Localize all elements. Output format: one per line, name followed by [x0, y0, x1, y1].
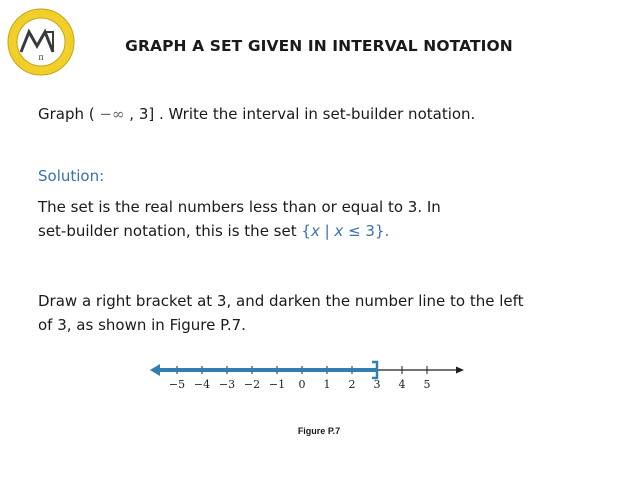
right-arrowhead [456, 367, 464, 374]
tick-label: −2 [243, 378, 261, 391]
set-var-2: x [334, 222, 344, 240]
page-title: GRAPH A SET GIVEN IN INTERVAL NOTATION [125, 37, 513, 55]
paragraph-2-line-2: of 3, as shown in Figure P.7. [38, 316, 246, 334]
shaded-arrow [150, 364, 160, 376]
solution-label: Solution: [38, 167, 105, 185]
paragraph-2-line-1: Draw a right bracket at 3, and darken the number line to the left [38, 292, 524, 310]
tick-label: −1 [268, 378, 286, 391]
tick-label: −5 [168, 378, 186, 391]
tick-label: −3 [218, 378, 236, 391]
paragraph-1 [38, 195, 441, 243]
infinity-symbol: ∞ [112, 105, 125, 123]
paragraph-1-line-2 [38, 219, 441, 243]
minus-sign: − [99, 105, 112, 123]
set-relation: ≤ 3}. [343, 222, 390, 240]
paragraph-1-line-1: The set is the real numbers less than or equal to 3. In [38, 198, 441, 216]
paragraph-1-line-2-text: set-builder notation, this is the set [38, 222, 302, 240]
set-builder-notation [301, 222, 389, 240]
svg-text:π: π [38, 53, 44, 62]
set-open: { [301, 222, 311, 240]
tick-label: 4 [398, 378, 406, 391]
problem-suffix: , 3] . Write the interval in set-builder notation. [129, 105, 476, 123]
tick-label: 5 [423, 378, 431, 391]
figure-caption: Figure P.7 [297, 426, 341, 436]
tick-label: 2 [348, 378, 356, 391]
tick-label: 0 [298, 378, 306, 391]
set-bar: | [319, 222, 335, 240]
tick-label: −4 [193, 378, 211, 391]
tick-label: 1 [323, 378, 331, 391]
set-var-1: x [310, 222, 320, 240]
problem-prefix: Graph ( [38, 105, 95, 123]
tick-label: 3 [373, 378, 381, 391]
number-line-figure [150, 358, 464, 398]
paragraph-2 [38, 289, 524, 337]
problem-statement [38, 102, 475, 126]
tick-labels [169, 378, 431, 391]
